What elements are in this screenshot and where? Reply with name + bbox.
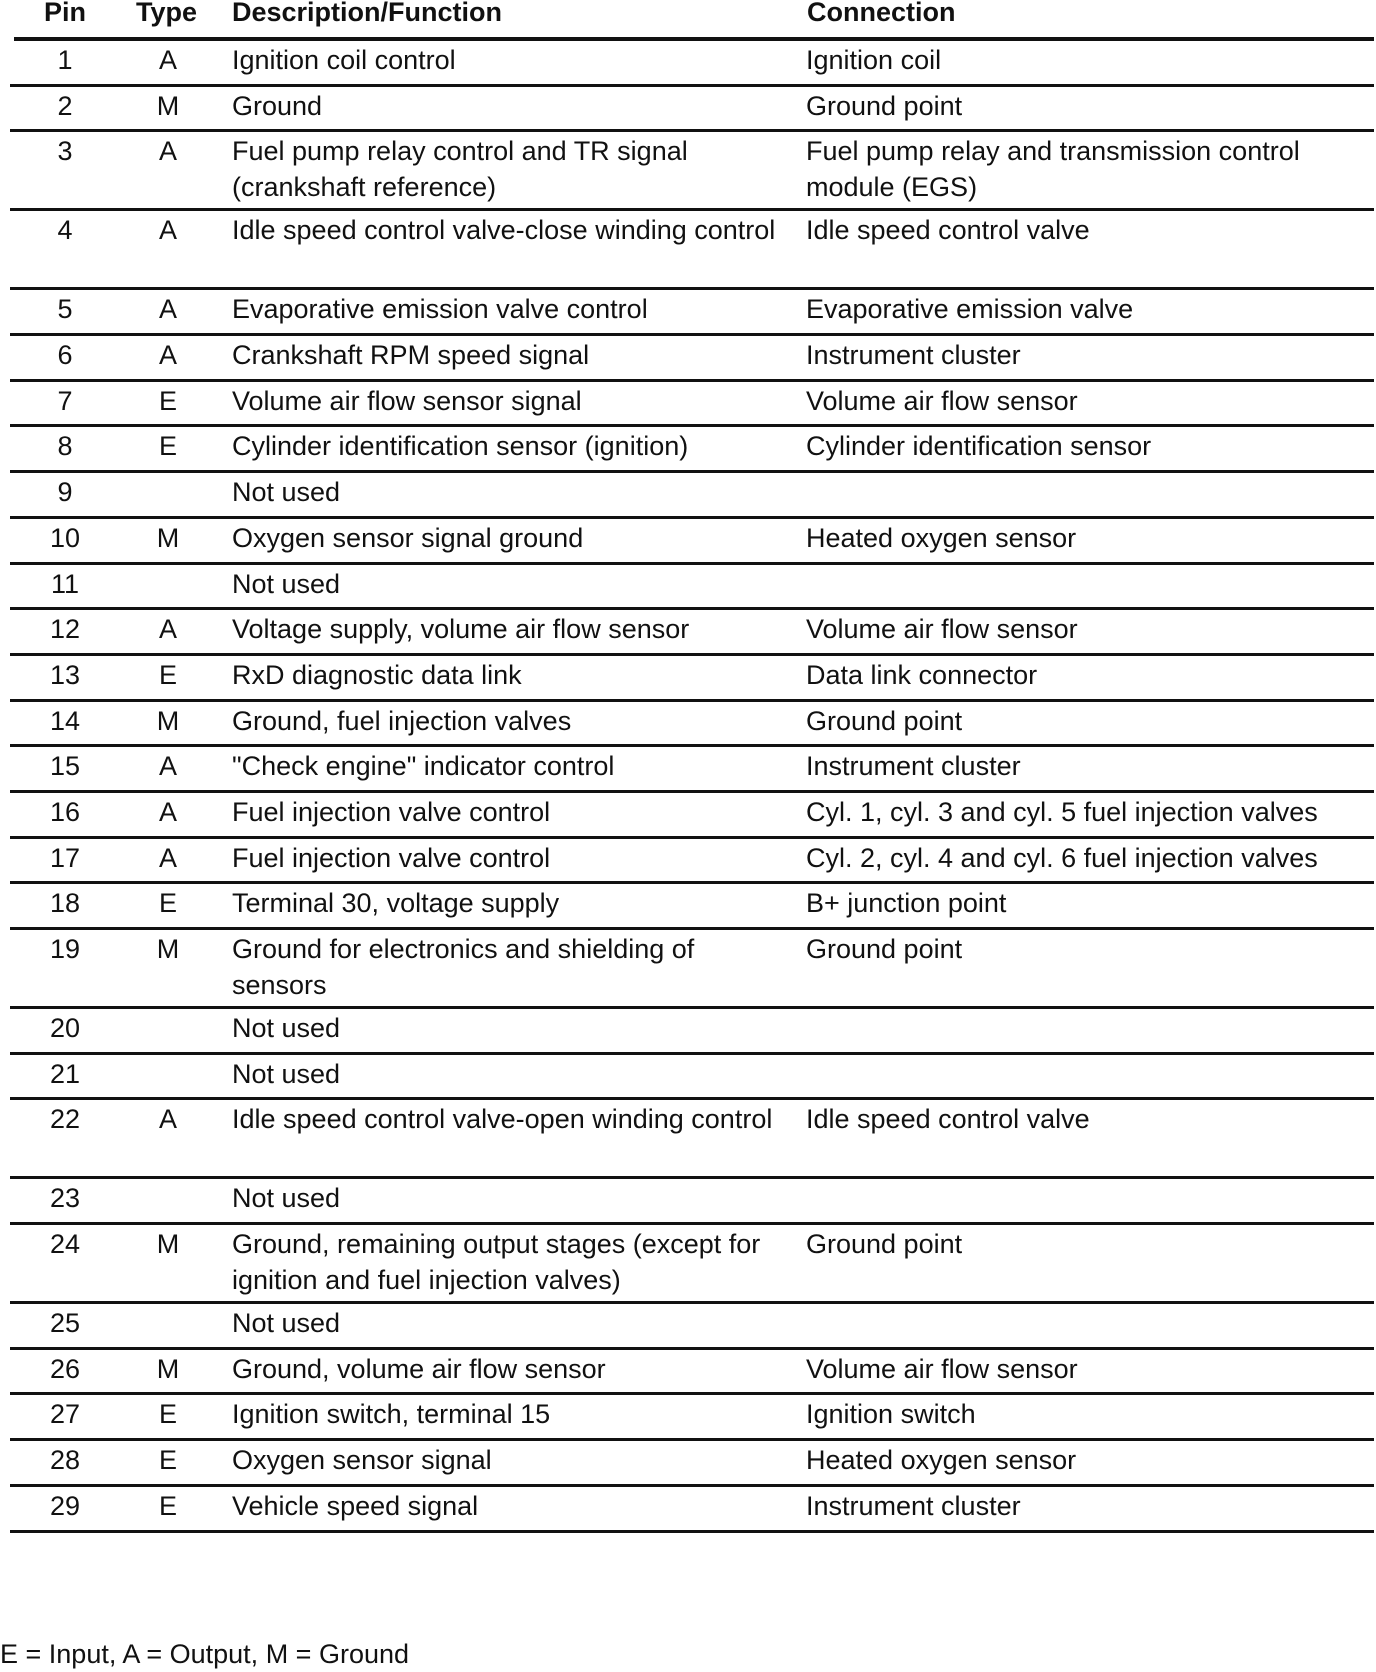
description-cell: Not used: [232, 1183, 341, 1214]
connection-cell: Evaporative emission valve: [806, 294, 1134, 325]
row-divider: [10, 1530, 1374, 1533]
type-cell: E: [158, 1445, 177, 1476]
connection-cell: Instrument cluster: [806, 340, 1021, 371]
pin-cell: 19: [49, 934, 81, 964]
pin-cell: 20: [49, 1013, 81, 1043]
table-row: [0, 382, 1376, 428]
description-cell: Ignition switch, terminal 15: [232, 1399, 551, 1430]
connection-cell: Cylinder identification sensor: [806, 431, 1152, 462]
description-cell: Ground for electronics and shielding of sensors: [232, 934, 695, 1000]
type-cell: E: [158, 1490, 177, 1521]
table-row: [0, 132, 1376, 211]
table-row: [0, 211, 1376, 290]
pin-cell: 3: [57, 136, 73, 167]
table-row: [0, 290, 1376, 336]
type-cell: A: [158, 45, 177, 75]
pin-cell: 2: [57, 90, 73, 121]
type-cell: A: [158, 614, 177, 645]
type-cell: E: [158, 385, 177, 416]
type-cell: A: [158, 1104, 177, 1135]
description-cell: Not used: [232, 1058, 341, 1089]
table-row: [0, 473, 1376, 519]
header-type: Type: [136, 0, 198, 27]
description-cell: Volume air flow sensor signal: [232, 385, 582, 416]
connection-cell: Volume air flow sensor: [806, 1353, 1078, 1384]
pin-cell: 27: [49, 1399, 81, 1430]
pin-cell: 6: [57, 340, 73, 371]
table-row: [0, 1179, 1376, 1225]
connection-cell: Cyl. 2, cyl. 4 and cyl. 6 fuel injection valves: [806, 842, 1318, 873]
pin-cell: 29: [49, 1490, 81, 1521]
connection-cell: Idle speed control valve: [806, 1104, 1090, 1135]
description-cell: Ground, fuel injection valves: [232, 705, 572, 736]
connection-cell: Ground point: [806, 705, 963, 736]
pin-cell: 15: [49, 751, 81, 782]
table-row: [0, 1441, 1376, 1487]
pin-cell: 4: [57, 215, 73, 246]
table-row: [0, 793, 1376, 839]
pin-cell: 23: [49, 1183, 81, 1214]
connection-cell: Volume air flow sensor: [806, 614, 1078, 645]
table-row: [0, 1009, 1376, 1055]
table-row: [0, 336, 1376, 382]
connection-cell: Cyl. 1, cyl. 3 and cyl. 5 fuel injection valves: [806, 796, 1318, 827]
type-cell: A: [158, 136, 177, 167]
connection-cell: Volume air flow sensor: [806, 385, 1078, 416]
pin-cell: 10: [49, 522, 81, 553]
table-row: [0, 1055, 1376, 1101]
type-cell: M: [156, 1353, 180, 1384]
connection-cell: Instrument cluster: [806, 751, 1021, 782]
description-cell: Idle speed control valve-open winding control: [232, 1104, 773, 1135]
connection-cell: Heated oxygen sensor: [806, 1445, 1077, 1476]
table-row: [0, 1304, 1376, 1350]
pin-cell: 13: [49, 659, 81, 690]
connection-cell: Idle speed control valve: [806, 215, 1090, 246]
connection-cell: Ignition coil: [806, 45, 942, 75]
description-cell: Not used: [232, 477, 341, 508]
description-cell: Evaporative emission valve control: [232, 294, 648, 325]
type-cell: E: [158, 431, 177, 462]
description-cell: Not used: [232, 568, 341, 599]
pin-cell: 1: [57, 45, 73, 75]
pin-cell: 8: [57, 431, 73, 462]
type-cell: A: [158, 340, 177, 371]
connection-cell: Ground point: [806, 90, 963, 121]
connection-cell: B+ junction point: [806, 888, 1007, 919]
table-row: [0, 1100, 1376, 1179]
table-row: [0, 656, 1376, 702]
type-cell: M: [156, 522, 180, 553]
description-cell: "Check engine" indicator control: [232, 751, 615, 782]
pin-cell: 7: [57, 385, 73, 416]
pin-cell: 26: [49, 1353, 81, 1384]
table-row: [0, 565, 1376, 611]
table-body: [0, 41, 1376, 1533]
description-cell: Ignition coil control: [232, 45, 456, 75]
type-cell: A: [158, 796, 177, 827]
description-cell: Ground, remaining output stages (except for ignition and fuel injection valves): [232, 1229, 761, 1296]
description-cell: Crankshaft RPM speed signal: [232, 340, 590, 371]
description-cell: Fuel pump relay control and TR signal (crankshaft reference): [232, 136, 688, 203]
table-row: [0, 930, 1376, 1009]
table-row: [0, 1487, 1376, 1533]
table-row: [0, 839, 1376, 885]
table-row: [0, 87, 1376, 133]
connection-cell: Data link connector: [806, 659, 1038, 690]
pin-cell: 14: [49, 705, 81, 736]
table-row: [0, 610, 1376, 656]
type-cell: A: [158, 294, 177, 325]
pin-cell: 25: [49, 1308, 81, 1339]
pin-cell: 11: [50, 568, 80, 599]
type-cell: A: [158, 751, 177, 782]
type-cell: E: [158, 659, 177, 690]
table-row: [0, 427, 1376, 473]
description-cell: Oxygen sensor signal ground: [232, 522, 584, 553]
description-cell: Vehicle speed signal: [232, 1490, 479, 1521]
table-row: [0, 702, 1376, 748]
description-cell: Not used: [232, 1013, 341, 1043]
connection-cell: Ignition switch: [806, 1399, 976, 1430]
connection-cell: Fuel pump relay and transmission control module (EGS): [806, 136, 1300, 203]
pin-cell: 18: [49, 888, 81, 919]
connection-cell: Heated oxygen sensor: [806, 522, 1077, 553]
header-description: Description/Function: [232, 0, 502, 27]
description-cell: Ground: [232, 90, 323, 121]
type-cell: M: [156, 1229, 180, 1260]
table-row: [0, 747, 1376, 793]
pin-cell: 5: [57, 294, 73, 325]
pin-cell: 24: [49, 1229, 81, 1260]
table-row: [0, 519, 1376, 565]
table-row: [0, 884, 1376, 930]
table-row: [0, 1225, 1376, 1304]
type-cell: A: [158, 215, 177, 246]
description-cell: Cylinder identification sensor (ignition): [232, 431, 689, 462]
type-cell: A: [158, 842, 177, 873]
table-row: [0, 1395, 1376, 1441]
header-connection: Connection: [807, 0, 956, 27]
connection-cell: Ground point: [806, 1229, 963, 1260]
description-cell: Oxygen sensor signal: [232, 1445, 492, 1476]
type-cell: M: [156, 90, 180, 121]
pin-cell: 17: [49, 842, 81, 873]
type-cell: E: [158, 1399, 177, 1430]
pin-cell: 28: [49, 1445, 81, 1476]
description-cell: Terminal 30, voltage supply: [232, 888, 560, 919]
description-cell: Idle speed control valve-close winding control: [232, 215, 776, 246]
table-row: [0, 41, 1376, 87]
description-cell: Voltage supply, volume air flow sensor: [232, 614, 690, 645]
connection-cell: Ground point: [806, 934, 963, 964]
pin-cell: 9: [57, 477, 73, 508]
description-cell: Fuel injection valve control: [232, 796, 551, 827]
description-cell: Not used: [232, 1308, 341, 1339]
description-cell: Fuel injection valve control: [232, 842, 551, 873]
connection-cell: Instrument cluster: [806, 1490, 1021, 1521]
type-cell: M: [156, 934, 180, 964]
pin-cell: 21: [49, 1058, 81, 1089]
description-cell: Ground, volume air flow sensor: [232, 1353, 606, 1384]
header-pin: Pin: [44, 0, 87, 27]
type-legend: E = Input, A = Output, M = Ground: [0, 1639, 410, 1669]
table-row: [0, 1350, 1376, 1396]
pin-cell: 16: [49, 796, 81, 827]
type-cell: E: [158, 888, 177, 919]
description-cell: RxD diagnostic data link: [232, 659, 522, 690]
type-cell: M: [156, 705, 180, 736]
pin-cell: 22: [49, 1104, 81, 1135]
pin-cell: 12: [49, 614, 81, 645]
